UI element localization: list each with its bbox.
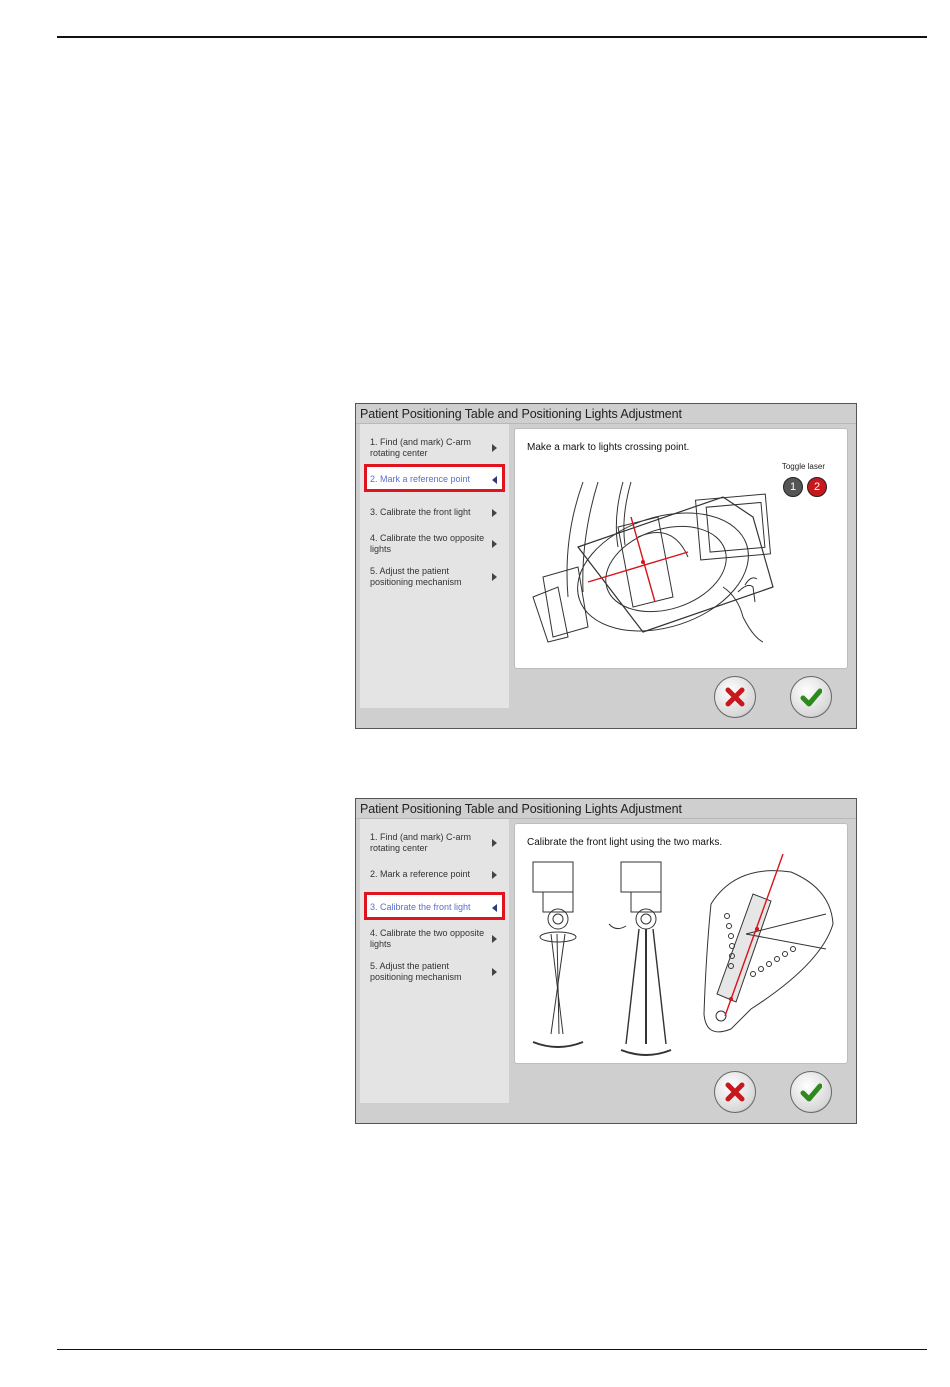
chevron-right-icon	[492, 839, 497, 847]
close-icon	[724, 1081, 746, 1103]
step-label: 3. Calibrate the front light	[370, 507, 471, 517]
instruction-text: Make a mark to lights crossing point.	[527, 442, 690, 453]
chevron-right-icon	[492, 540, 497, 548]
step-label: 5. Adjust the patient positioning mechanism	[370, 961, 462, 982]
step-label: 2. Mark a reference point	[370, 474, 471, 484]
step-5[interactable]	[360, 566, 509, 588]
instruction-area	[514, 428, 848, 669]
cancel-button[interactable]	[714, 676, 756, 718]
checkmark-icon	[800, 686, 822, 708]
steps-sidebar	[360, 819, 509, 1103]
confirm-button[interactable]	[790, 1071, 832, 1113]
chevron-left-icon	[492, 476, 497, 484]
step-3[interactable]	[360, 902, 509, 913]
confirm-button[interactable]	[790, 676, 832, 718]
laser-1-button[interactable]: 1	[783, 477, 803, 497]
chevron-right-icon	[492, 968, 497, 976]
step-label: 4. Calibrate the two opposite lights	[370, 533, 485, 554]
checkmark-icon	[800, 1081, 822, 1103]
c-arm-illustration	[523, 477, 843, 667]
steps-sidebar	[360, 424, 509, 708]
toggle-laser-label: Toggle laser	[781, 462, 825, 471]
step-label: 5. Adjust the patient positioning mechanism	[370, 566, 462, 587]
panel-title: Patient Positioning Table and Positioning Lights Adjustment	[360, 802, 682, 816]
panel-title: Patient Positioning Table and Positioning Lights Adjustment	[360, 407, 682, 421]
front-light-calibration-illustration	[521, 854, 843, 1059]
instruction-text: Calibrate the front light using the two marks.	[527, 837, 723, 848]
chevron-right-icon	[492, 573, 497, 581]
close-icon	[724, 686, 746, 708]
step-label: 3. Calibrate the front light	[370, 902, 471, 912]
step-3[interactable]	[360, 507, 509, 518]
step-label: 1. Find (and mark) C-arm rotating center	[370, 437, 472, 458]
instruction-area	[514, 823, 848, 1064]
step-2[interactable]	[360, 474, 509, 485]
step-1[interactable]	[360, 437, 509, 459]
chevron-left-icon	[492, 904, 497, 912]
step-4[interactable]	[360, 928, 509, 950]
chevron-right-icon	[492, 509, 497, 517]
page-bottom-rule	[57, 1349, 927, 1350]
step-2[interactable]	[360, 869, 509, 880]
chevron-right-icon	[492, 444, 497, 452]
chevron-right-icon	[492, 935, 497, 943]
step-label: 2. Mark a reference point	[370, 869, 471, 879]
step-label: 1. Find (and mark) C-arm rotating center	[370, 832, 472, 853]
step-label: 4. Calibrate the two opposite lights	[370, 928, 485, 949]
step-5[interactable]	[360, 961, 509, 983]
cancel-button[interactable]	[714, 1071, 756, 1113]
chevron-right-icon	[492, 871, 497, 879]
wizard-panel-1	[355, 403, 857, 729]
laser-2-button[interactable]: 2	[807, 477, 827, 497]
wizard-panel-2	[355, 798, 857, 1124]
page-top-rule	[57, 36, 927, 38]
step-1[interactable]	[360, 832, 509, 854]
step-4[interactable]	[360, 533, 509, 555]
